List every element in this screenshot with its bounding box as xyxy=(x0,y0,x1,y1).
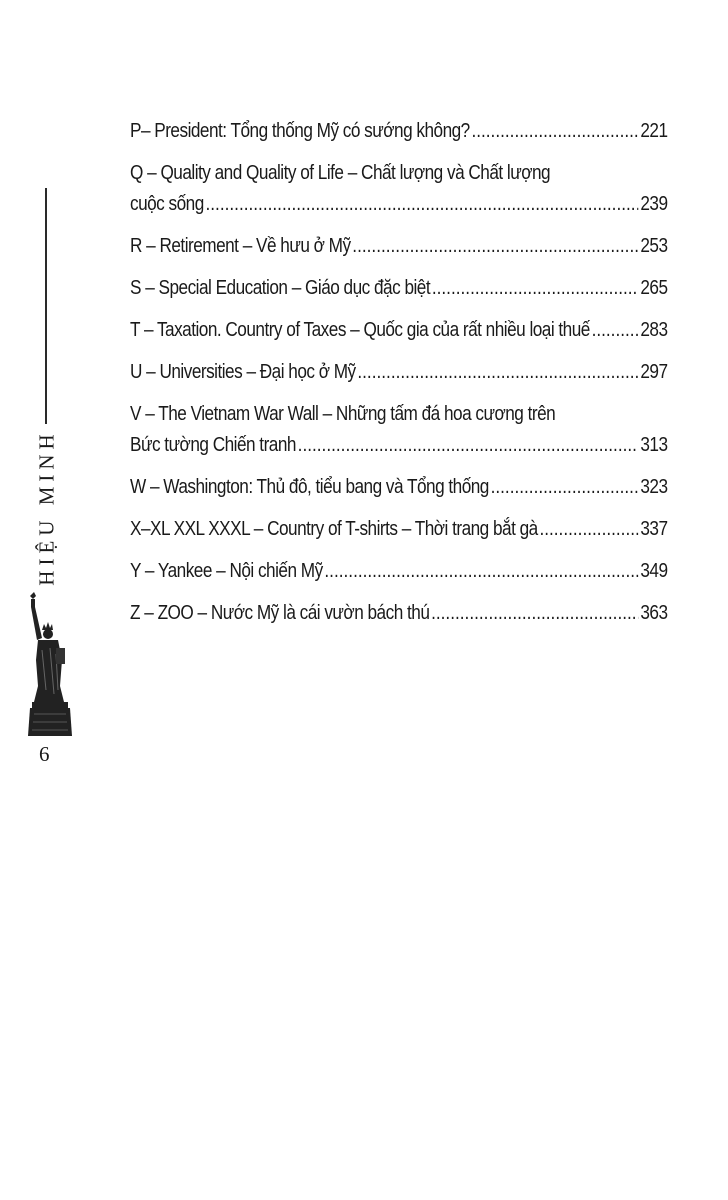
toc-dot-leader xyxy=(539,514,638,545)
side-rule xyxy=(45,188,47,424)
toc-entry-title: W – Washington: Thủ đô, tiểu bang và Tổng thống xyxy=(130,476,489,498)
toc-entry xyxy=(130,273,668,304)
toc-entry-line xyxy=(130,315,668,346)
toc-entry xyxy=(130,116,668,147)
toc-entry-title: V – The Vietnam War Wall – Những tấm đá hoa cương trên xyxy=(130,403,556,425)
toc-entry-title: P– President: Tổng thống Mỹ có sướng không? xyxy=(130,120,470,142)
toc-page-number: 297 xyxy=(640,361,668,383)
toc-page-number: 239 xyxy=(640,193,668,215)
toc-entry xyxy=(130,357,668,388)
toc-dot-leader xyxy=(592,315,639,346)
toc-entry xyxy=(130,598,668,629)
toc-entry-title: cuộc sống xyxy=(130,193,204,215)
toc-entry-title: T – Taxation. Country of Taxes – Quốc gia của rất nhiều loại thuế xyxy=(130,319,590,341)
toc-entry-line xyxy=(130,430,668,461)
toc-entry-line xyxy=(130,231,668,262)
toc-dot-leader xyxy=(491,472,639,503)
toc-page-number: 253 xyxy=(640,235,668,257)
toc-page-number: 349 xyxy=(640,560,668,582)
toc-entry-line xyxy=(130,472,668,503)
toc-page-number: 313 xyxy=(640,434,668,456)
toc-entry-title: Y – Yankee – Nội chiến Mỹ xyxy=(130,560,323,582)
toc-entry-title: U – Universities – Đại học ở Mỹ xyxy=(130,361,356,383)
toc-page-number: 337 xyxy=(640,518,668,540)
toc-entry-title: Bức tường Chiến tranh xyxy=(130,434,296,456)
toc-entry-title: R – Retirement – Về hưu ở Mỹ xyxy=(130,235,351,257)
toc-entry-line xyxy=(130,357,668,388)
toc-entry xyxy=(130,231,668,262)
toc-entry-line xyxy=(130,556,668,587)
toc-dot-leader xyxy=(357,357,638,388)
author-name: HIỆU MINH xyxy=(34,428,59,586)
toc-dot-leader xyxy=(431,598,639,629)
side-title xyxy=(32,428,62,586)
toc-entry-title: Q – Quality and Quality of Life – Chất lượng và Chất lượng xyxy=(130,162,551,184)
toc-dot-leader xyxy=(324,556,638,587)
toc-entry xyxy=(130,472,668,503)
toc-page-number: 265 xyxy=(640,277,668,299)
toc-entry xyxy=(130,315,668,346)
toc-entry xyxy=(130,556,668,587)
statue-of-liberty-icon xyxy=(20,590,78,736)
toc-entry-line xyxy=(130,116,668,147)
toc-entry-line xyxy=(130,514,668,545)
toc-entry-title: X–XL XXL XXXL – Country of T-shirts – Thời trang bắt gà xyxy=(130,518,538,540)
toc-page-number: 363 xyxy=(640,602,668,624)
toc-entry-line xyxy=(130,189,668,220)
toc-entry xyxy=(130,158,668,220)
toc-dot-leader xyxy=(298,430,639,461)
toc-dot-leader xyxy=(352,231,638,262)
toc-entry-line xyxy=(130,399,668,430)
toc-entry-title: Z – ZOO – Nước Mỹ là cái vườn bách thú xyxy=(130,602,430,624)
toc-page-number: 323 xyxy=(640,476,668,498)
toc-dot-leader xyxy=(205,189,638,220)
toc-entry-line xyxy=(130,158,668,189)
page-number: 6 xyxy=(39,742,50,766)
toc-dot-leader xyxy=(432,273,639,304)
toc-dot-leader xyxy=(471,116,638,147)
toc-entry-title: S – Special Education – Giáo dục đặc biệt xyxy=(130,277,431,299)
toc-entry-line xyxy=(130,598,668,629)
table-of-contents xyxy=(130,116,668,640)
toc-entry-line xyxy=(130,273,668,304)
toc-entry xyxy=(130,514,668,545)
toc-page-number: 221 xyxy=(640,120,668,142)
toc-entry xyxy=(130,399,668,461)
toc-page-number: 283 xyxy=(640,319,668,341)
